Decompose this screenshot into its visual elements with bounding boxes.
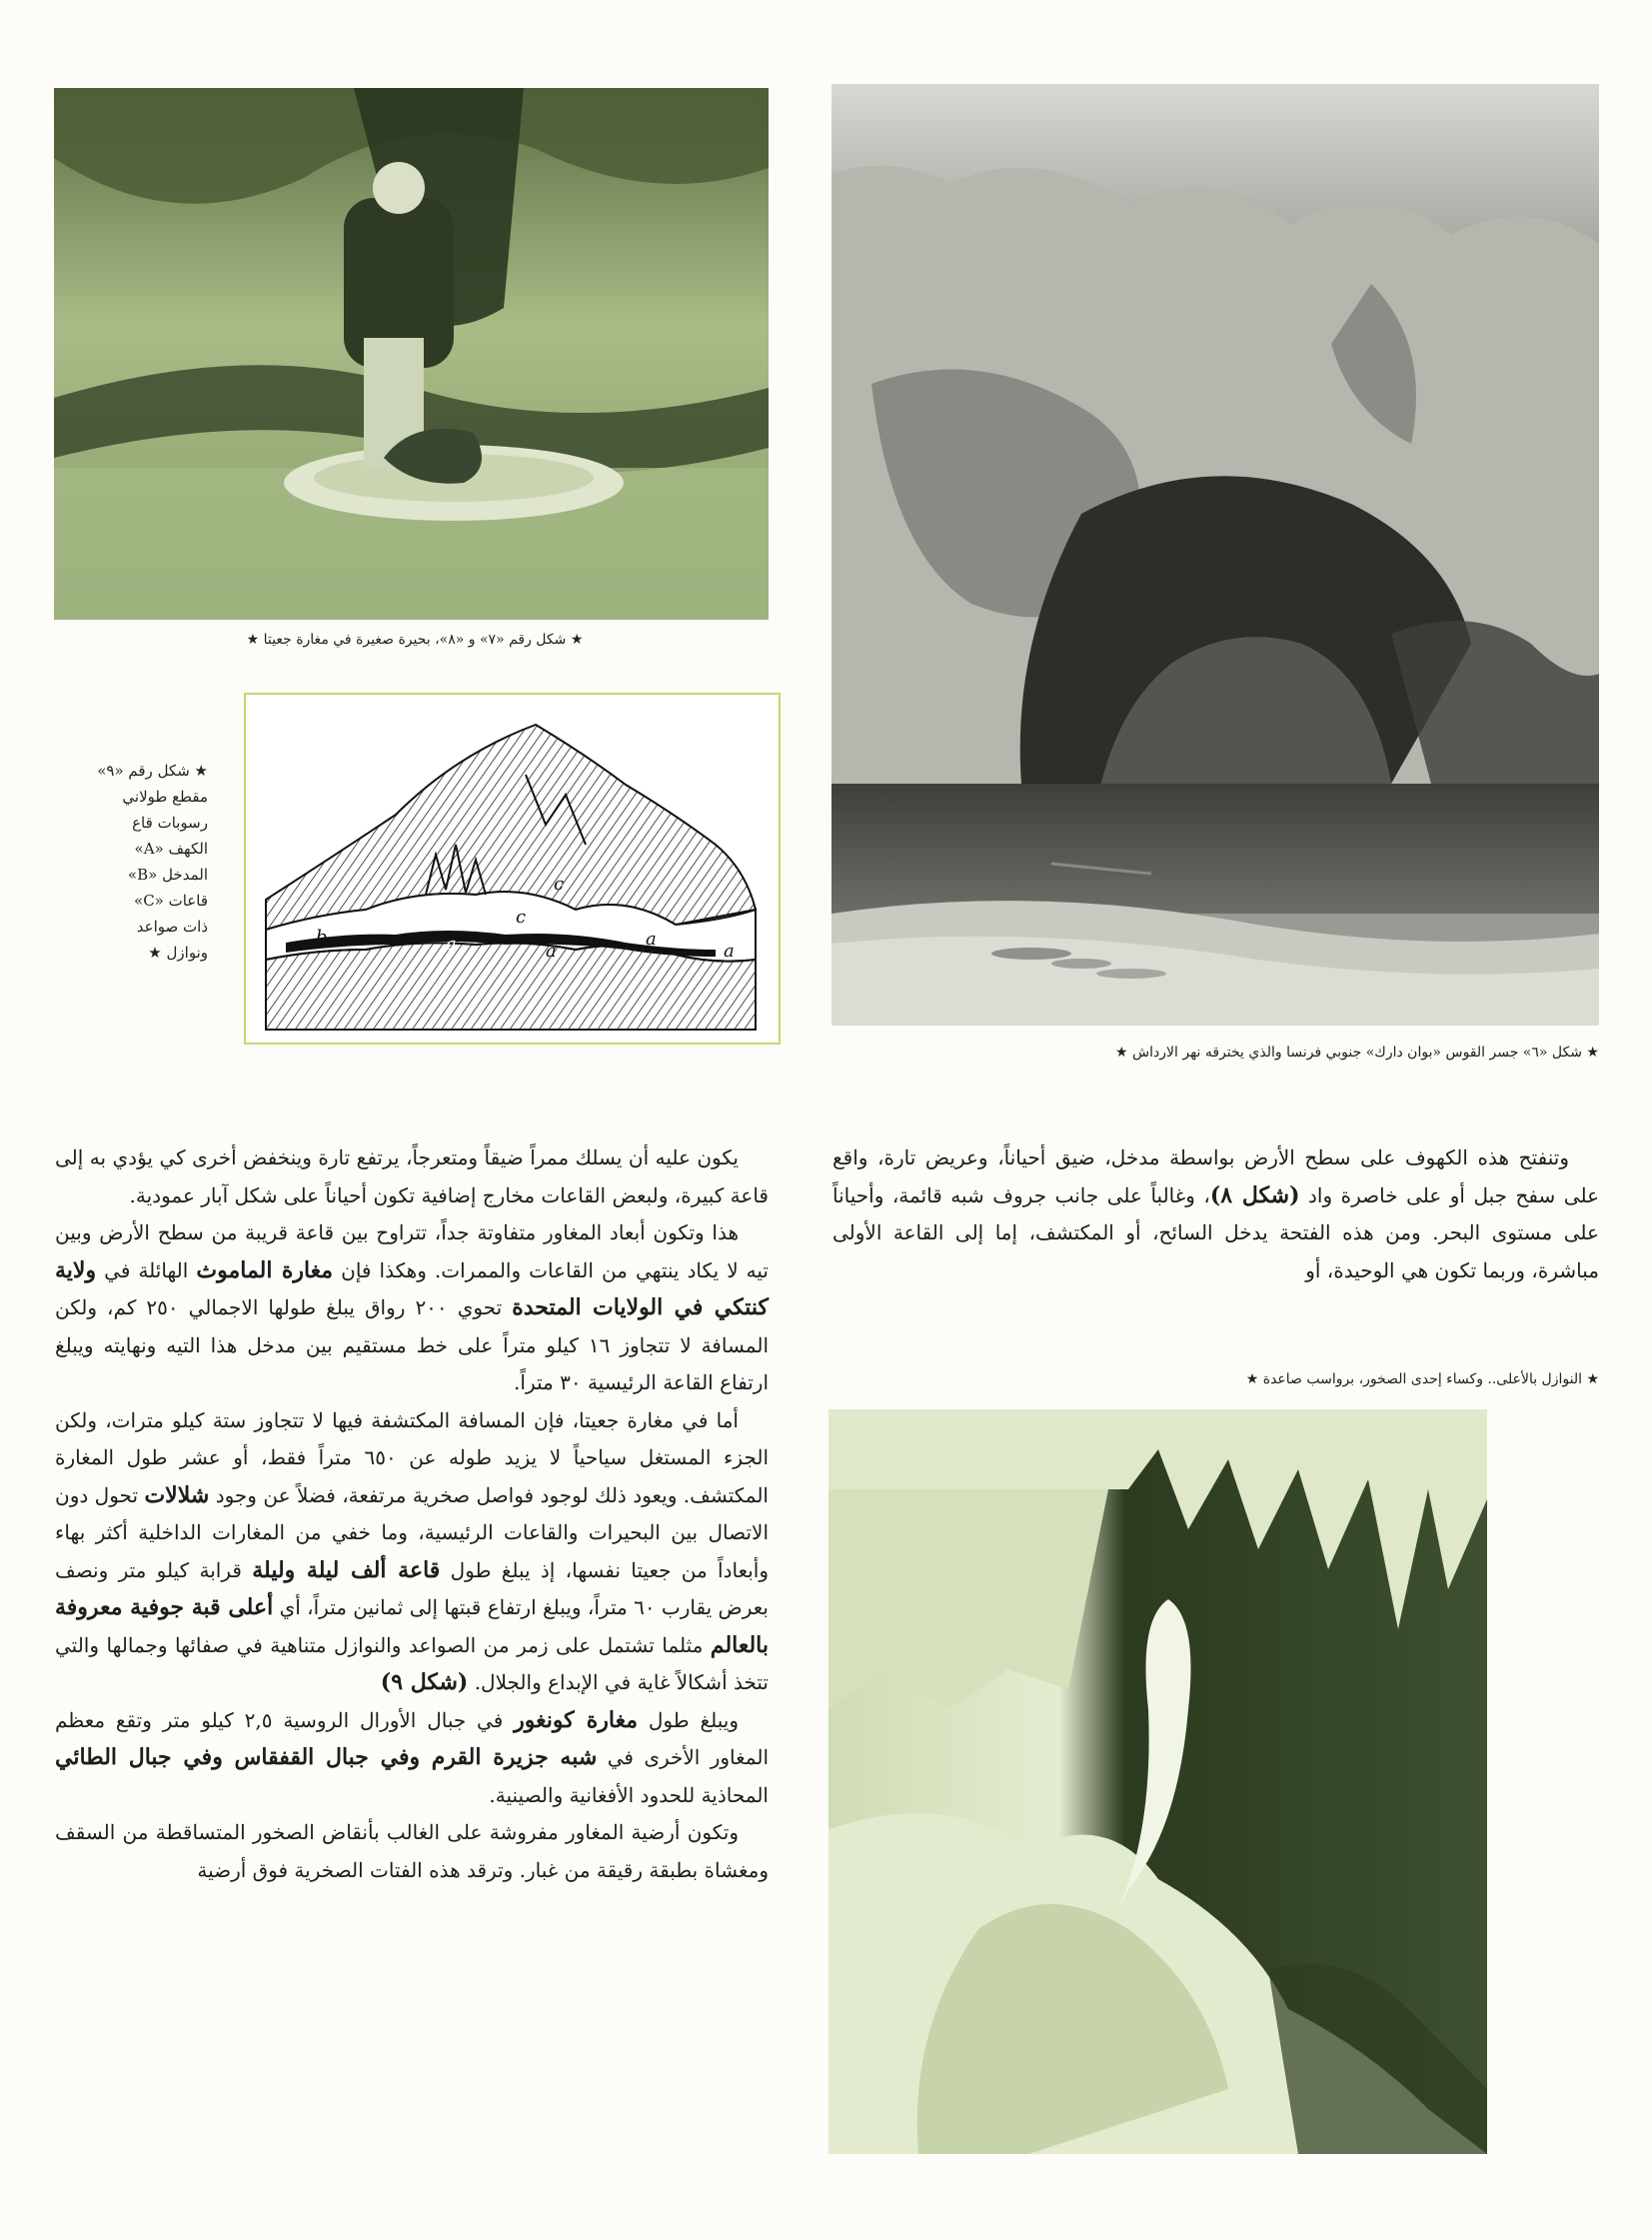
diagram-label-c-2: c: [554, 874, 565, 895]
bold-term: أعلى قبة جوفية معروفة بالعالم: [55, 1594, 769, 1658]
bold-term: مغارة الماموث: [196, 1256, 334, 1283]
caption-fig-9-line: ذات صواعد: [136, 918, 208, 936]
diagram-label-a-3: a: [646, 929, 657, 950]
left-text-column: [55, 1139, 769, 1889]
text-run: المحاذية للحدود الأفغانية والصينية.: [489, 1782, 769, 1807]
caption-stalactites: ★ النوازل بالأعلى.. وكساء إحدى الصخور، برواسب صاعدة ★: [1245, 1371, 1599, 1387]
bold-term: مغارة كونغور: [514, 1706, 639, 1733]
caption-fig-7-8: ★ شكل رقم «٧» و «٨»، بحيرة صغيرة في مغارة جعيتا ★: [246, 632, 584, 648]
text-run: تحوي ٢٠٠ رواق يبلغ طولها الاجمالي ٢٥٠ كم، ولكن المسافة لا تتجاوز ١٦ كيلو متراً على خط مستقيم بين مدخل هذا التيه ونهايته ويبلغ ارتفاع القاعة الرئيسية ٣٠ متراً.: [55, 1295, 769, 1394]
caption-fig-9-line: المدخل «B»: [127, 866, 208, 884]
text-run: أما في مغارة جعيتا، فإن المسافة المكتشفة فيها لا تتجاوز ستة كيلو مترات، ولكن الجزء المستغل سياحياً لا يزيد طوله عن ٦٥٠ متراً فقط، أو عشر طول المغارة المكتشف. ويعود ذلك لوجود فواصل صخرية مرتفعة، فضلاً عن وجود: [55, 1407, 770, 1507]
text-run: قرابة كيلو متر ونصف بعرض يقارب ٦٠ متراً، ويبلغ ارتفاع قبتها إلى ثمانين متراً، أي: [55, 1557, 769, 1619]
caption-fig-9-line: رسوبات قاع: [132, 814, 208, 832]
text-run: الهائلة في: [96, 1257, 197, 1282]
text-run: وتنفتح هذه الكهوف على سطح الأرض بواسطة مدخل، ضيق أحياناً، وعريض تارة، واقع على سفح جبل أو على خاصرة واد: [832, 1145, 1600, 1207]
photo-stalactites: [828, 1409, 1487, 2154]
text-run: يكون عليه أن يسلك ممراً ضيقاً ومتعرجاً، يرتفع تارة وينخفض أخرى كي يؤدي به إلى قاعة كبيرة، ولبعض القاعات مخارج إضافية تكون أحياناً على شكل آبار عمودية.: [55, 1145, 769, 1207]
caption-fig-9-line: الكهف «A»: [134, 840, 208, 858]
text-run: تحول دون الاتصال بين البحيرات والقاعات الرئيسية، وما خفي من المغارات الداخلية أكثر بهاء وأبعاداً من جعيتا نفسها، إذ يبلغ طول: [55, 1482, 770, 1582]
bold-term: (شكل ٨): [1209, 1181, 1300, 1208]
bold-term: ولاية كنتكي في الولايات المتحدة: [55, 1256, 770, 1320]
diagram-label-b: b: [316, 927, 328, 948]
diagram-label-a-1: a: [446, 934, 457, 955]
caption-fig-9: [58, 758, 208, 966]
article-paragraph: [55, 1139, 769, 1214]
bold-term: شلالات: [144, 1481, 210, 1508]
right-text-column: [832, 1139, 1599, 1289]
text-run: ويبلغ طول: [638, 1707, 739, 1732]
photo-stalactites-image: [828, 1409, 1487, 2154]
text-run: في جبال الأورال الروسية ٢,٥ كيلو متر وتقع معظم المغاور الأخرى في: [55, 1707, 770, 1769]
bold-term: شبه جزيرة القرم وفي جبال القفقاس وفي جبال الطائي: [55, 1744, 598, 1770]
text-run: ، وغالباً على جانب جروف شبه قائمة، وأحياناً على مستوى البحر. ومن هذه الفتحة يدخل السائح، أو المكتشف، إما إلى القاعة الأولى مباشرة، وربما تكون هي الوحيدة، أو: [832, 1182, 1599, 1282]
photo-cave-lake-boat-image: [54, 88, 769, 620]
diagram-frame-cave-section: [244, 693, 781, 1045]
article-paragraph: [832, 1139, 1599, 1289]
caption-fig-9-line: قاعات «C»: [134, 892, 208, 910]
diagram-label-a-2: a: [546, 941, 557, 962]
photo-pont-darc-image: [831, 84, 1599, 1026]
cave-section-diagram: [246, 695, 783, 1047]
text-run: مثلما تشتمل على زمر من الصواعد والنوازل متناهية في صفائها وجمالها والتي تتخذ أشكالاً غاية في الإبداع والجلال.: [55, 1632, 769, 1694]
photo-cave-lake-boat: [54, 88, 769, 620]
caption-fig-9-line: مقطع طولاني: [122, 788, 208, 806]
caption-fig-9-line: ★ شكل رقم «٩»: [97, 762, 208, 780]
article-paragraph: [55, 1814, 769, 1889]
diagram-label-a-4: a: [724, 941, 735, 962]
text-run: هذا وتكون أبعاد المغاور متفاوتة جداً، تتراوح بين قاعة قريبة من سطح الأرض وبين تيه لا يكاد ينتهي من القاعات والممرات. وهكذا فإن: [55, 1220, 769, 1282]
caption-fig-9-line: ونوازل ★: [148, 944, 208, 962]
photo-pont-darc: [831, 84, 1599, 1026]
bold-term: قاعة ألف ليلة وليلة: [252, 1556, 441, 1583]
caption-fig-6: ★ شكل «٦» جسر القوس «بوان دارك» جنوبي فرنسا والذي يخترقه نهر الارداش ★: [1115, 1045, 1599, 1061]
article-paragraph: [55, 1402, 769, 1702]
bold-term: (شكل ٩): [380, 1669, 469, 1695]
diagram-label-c-1: c: [516, 907, 527, 928]
article-paragraph: [55, 1702, 769, 1815]
text-run: وتكون أرضية المغاور مفروشة على الغالب بأنقاض الصخور المتساقطة من السقف ومغشاة بطبقة رقيقة من غبار. وترقد هذه الفتات الصخرية فوق أرضية: [55, 1820, 769, 1882]
article-paragraph: [55, 1214, 769, 1402]
